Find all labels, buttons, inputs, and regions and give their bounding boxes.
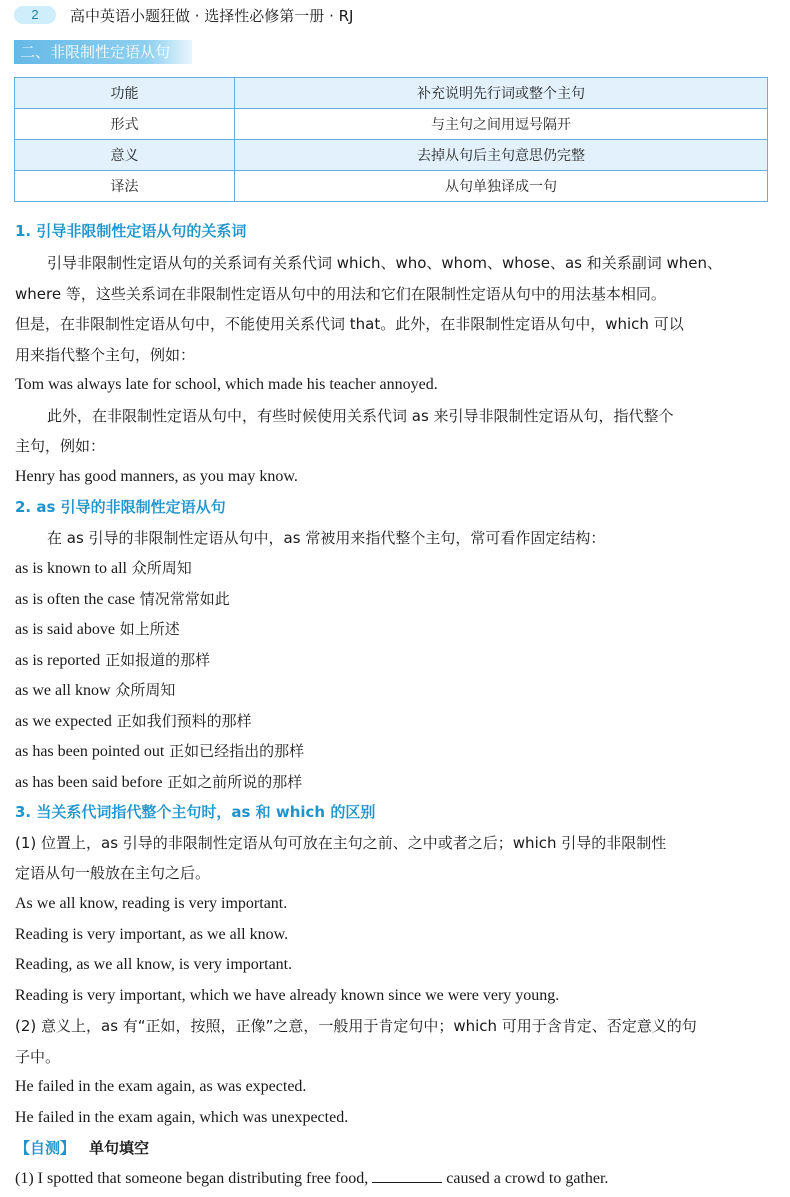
- table-value: 去掉从句后主句意思仍完整: [235, 140, 768, 171]
- example-sentence: He failed in the exam again, which was unexpected.: [15, 1109, 349, 1126]
- phrase-item: [15, 680, 775, 701]
- table-row: [15, 140, 768, 171]
- table-value: 与主句之间用逗号隔开: [235, 109, 768, 140]
- phrase-zh: 情况常常如此: [139, 590, 230, 608]
- paragraph-line: 用来指代整个主句，例如：: [15, 346, 196, 364]
- phrase-item: [15, 619, 775, 640]
- example-sentence: He failed in the exam again, as was expected.: [15, 1078, 307, 1095]
- example-sentence: Tom was always late for school, which made his teacher annoyed.: [15, 376, 438, 393]
- phrase-en: as we all know: [15, 682, 111, 699]
- phrase-item: [15, 711, 775, 732]
- phrase-zh: 如上所述: [119, 620, 180, 638]
- running-head: [14, 4, 774, 26]
- table-key: 形式: [15, 109, 235, 140]
- example-sentence: Reading, as we all know, is very important.: [15, 956, 293, 973]
- paragraph-line: (2) 意义上，as 有“正如，按照，正像”之意，一般用于肯定句中；which 可用于含肯定、否定意义的句: [15, 1017, 697, 1035]
- table-key: 意义: [15, 140, 235, 171]
- answer-blank[interactable]: [372, 1169, 442, 1183]
- table-row: [15, 171, 768, 202]
- question-item: [15, 1169, 775, 1189]
- table-key: 功能: [15, 78, 235, 109]
- question-suffix: caused a crowd to gather.: [446, 1170, 609, 1187]
- page-number-badge: 2: [14, 6, 56, 24]
- self-test-tag: 【自测】: [15, 1139, 76, 1157]
- example-sentence: Reading is very important, which we have already known since we were very young.: [15, 987, 560, 1004]
- paragraph-line: 子中。: [15, 1048, 61, 1066]
- self-test-title: 单句填空: [89, 1139, 150, 1157]
- heading-as-clause: 2. as 引导的非限制性定语从句: [15, 498, 226, 516]
- paragraph-line: 定语从句一般放在主句之后。: [15, 864, 211, 882]
- paragraph-line: 在 as 引导的非限制性定语从句中，as 常被用来指代整个主句，常可看作固定结构：: [47, 529, 606, 547]
- definition-table: [14, 77, 768, 202]
- phrase-en: as is reported: [15, 652, 101, 669]
- phrase-zh: 正如已经指出的那样: [169, 742, 305, 760]
- phrase-en: as is said above: [15, 621, 115, 638]
- phrase-item: [15, 589, 775, 610]
- phrase-item: [15, 558, 775, 579]
- phrase-en: as has been said before: [15, 774, 163, 791]
- table-value: 补充说明先行词或整个主句: [235, 78, 768, 109]
- phrase-en: as we expected: [15, 713, 112, 730]
- phrase-zh: 正如报道的那样: [105, 651, 211, 669]
- book-title: 高中英语小题狂做 · 选择性必修第一册 · RJ: [70, 6, 354, 25]
- phrase-item: [15, 741, 775, 762]
- phrase-en: as has been pointed out: [15, 743, 165, 760]
- phrase-zh: 众所周知: [131, 559, 192, 577]
- phrase-zh: 正如之前所说的那样: [167, 773, 303, 791]
- table-value: 从句单独译成一句: [235, 171, 768, 202]
- paragraph-line: where 等，这些关系词在非限制性定语从句中的用法和它们在限制性定语从句中的用法基本相同。: [15, 285, 666, 303]
- phrase-en: as is known to all: [15, 560, 127, 577]
- question-prefix: (1) I spotted that someone began distributing free food,: [15, 1170, 369, 1187]
- phrase-item: [15, 650, 775, 671]
- paragraph-line: 主句，例如：: [15, 437, 106, 455]
- table-row: [15, 109, 768, 140]
- example-sentence: As we all know, reading is very important.: [15, 895, 288, 912]
- table-row: [15, 78, 768, 109]
- phrase-zh: 众所周知: [115, 681, 176, 699]
- section-title: 二、非限制性定语从句: [14, 40, 192, 64]
- paragraph-line: 但是，在非限制性定语从句中，不能使用关系代词 that。此外，在非限制性定语从句中，which 可以: [15, 315, 684, 333]
- paragraph-line: (1) 位置上，as 引导的非限制性定语从句可放在主句之前、之中或者之后；which 引导的非限制性: [15, 834, 667, 852]
- self-test-heading: [15, 1138, 775, 1158]
- heading-as-vs-which: 3. 当关系代词指代整个主句时，as 和 which 的区别: [15, 803, 376, 821]
- phrase-item: [15, 772, 775, 793]
- paragraph-line: 引导非限制性定语从句的关系词有关系代词 which、who、whom、whose、as 和关系副词 when、: [47, 254, 723, 272]
- example-sentence: Henry has good manners, as you may know.: [15, 468, 298, 485]
- phrase-zh: 正如我们预料的那样: [116, 712, 252, 730]
- heading-relative-words: 1. 引导非限制性定语从句的关系词: [15, 222, 247, 240]
- phrase-en: as is often the case: [15, 591, 135, 608]
- paragraph-line: 此外，在非限制性定语从句中，有些时候使用关系代词 as 来引导非限制性定语从句，指代整个: [47, 407, 674, 425]
- table-key: 译法: [15, 171, 235, 202]
- example-sentence: Reading is very important, as we all know.: [15, 926, 289, 943]
